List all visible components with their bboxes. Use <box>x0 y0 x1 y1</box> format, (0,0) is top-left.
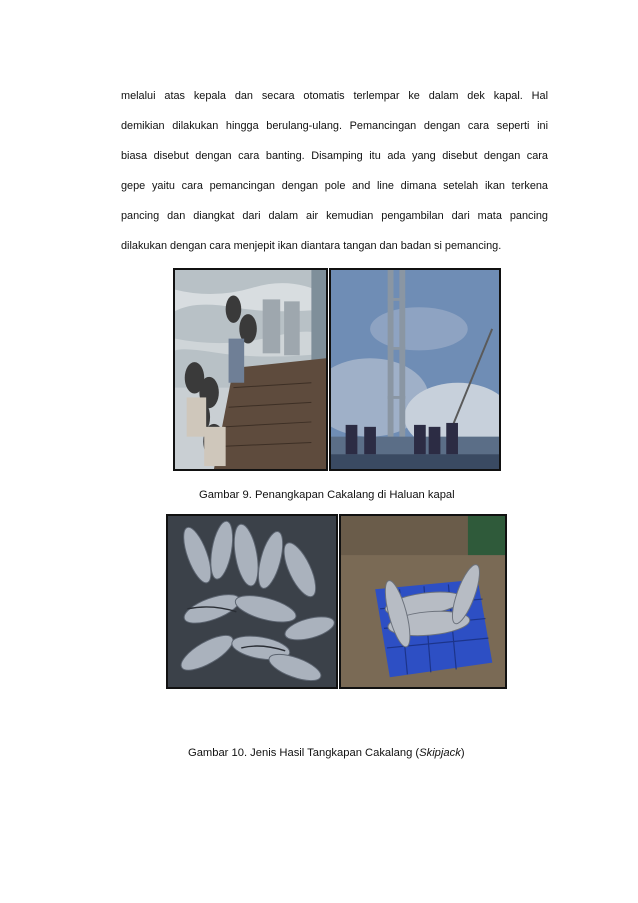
figure-10-caption <box>188 746 465 760</box>
paragraph-line: demikian dilakukan hingga berulang-ulang. Pemancingan dengan cara seperti ini <box>121 120 548 132</box>
paragraph-line: pancing dan diangkat dari dalam air kemudian pengambilan dari mata pancing <box>121 210 548 222</box>
figure-10-caption-suffix: ) <box>460 747 465 759</box>
skipjack-in-basket-photo <box>339 514 507 689</box>
figure-10-caption-prefix: Gambar 10. Jenis Hasil Tangkapan Cakalang ( <box>188 747 420 759</box>
paragraph-line: dilakukan dengan cara menjepit ikan diantara tangan dan badan si pemancing. <box>121 240 502 252</box>
figure-10-caption-italic: Skipjack <box>419 747 461 759</box>
paragraph-line: gepe yaitu cara pemancingan dengan pole and line dimana setelah ikan terkena <box>121 180 548 192</box>
crew-and-pole-photo <box>329 268 501 471</box>
fishermen-on-bow-photo <box>173 268 328 471</box>
paragraph-line: biasa disebut dengan cara banting. Disamping itu ada yang disebut dengan cara <box>121 150 548 162</box>
pile-of-skipjack-photo <box>166 514 338 689</box>
paragraph-line: melalui atas kepala dan secara otomatis terlempar ke dalam dek kapal. Hal <box>121 90 548 102</box>
figure-9-caption: Gambar 9. Penangkapan Cakalang di Haluan kapal <box>199 489 455 501</box>
